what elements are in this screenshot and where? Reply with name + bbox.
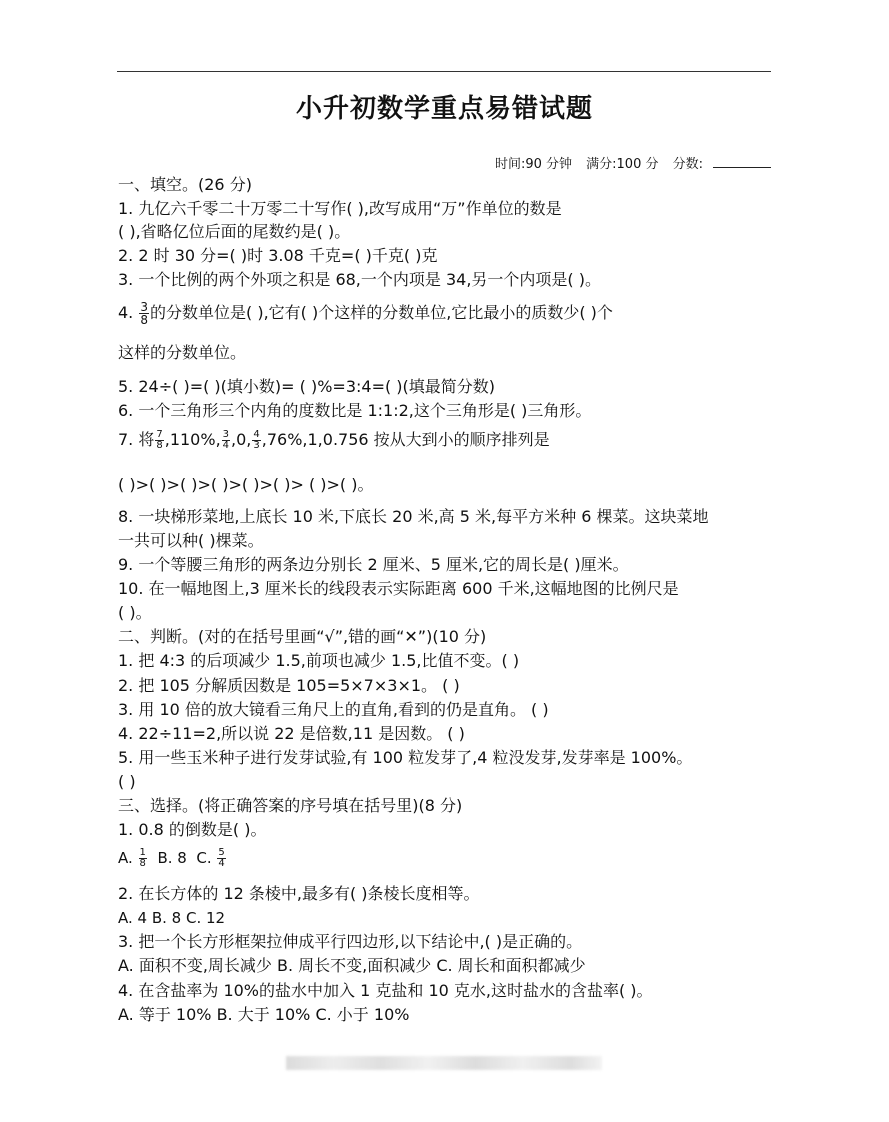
fraction-1-8 (139, 848, 147, 869)
choice-3: 3. 把一个长方形框架拉伸成平行四边形,以下结论中,( )是正确的。 (118, 932, 583, 951)
judge-5b: ( ) (118, 772, 136, 791)
fraction-numerator: 5 (218, 847, 225, 858)
fraction-numerator: 3 (140, 300, 148, 314)
header-rule (117, 71, 771, 72)
fraction-denominator: 8 (156, 440, 163, 451)
choice-3-options: A. 面积不变,周长减少 B. 周长不变,面积减少 C. 周长和面积都减少 (118, 956, 586, 975)
question-7-text: ,76%,1,0.756 按从大到小的顺序排列是 (261, 430, 550, 449)
judge-3: 3. 用 10 倍的放大镜看三角尺上的直角,看到的仍是直角。 ( ) (118, 700, 549, 719)
question-7-text: ,0, (231, 430, 252, 449)
question-7a (118, 430, 550, 451)
page-title: 小升初数学重点易错试题 (295, 94, 593, 124)
question-4a (118, 301, 613, 326)
exam-meta (485, 153, 771, 172)
choice-4-options: A. 等于 10% B. 大于 10% C. 小于 10% (118, 1005, 410, 1024)
judge-1: 1. 把 4:3 的后项减少 1.5,前项也减少 1.5,比值不变。( ) (118, 651, 520, 670)
judge-4: 4. 22÷11=2,所以说 22 是倍数,11 是因数。 ( ) (118, 724, 465, 743)
question-9: 9. 一个等腰三角形的两条边分别长 2 厘米、5 厘米,它的周长是( )厘米。 (118, 555, 629, 574)
fraction-5-4 (217, 848, 225, 869)
section-fill-heading: 一、填空。(26 分) (118, 175, 252, 194)
question-7-text: ,110%, (164, 430, 221, 449)
question-4b: 这样的分数单位。 (118, 343, 247, 362)
full-score: 满分:100 分 (586, 157, 659, 172)
fraction-denominator: 4 (218, 858, 225, 869)
question-5: 5. 24÷( )=( )(填小数)= ( )%=3:4=( )(填最简分数) (118, 377, 496, 396)
judge-5a: 5. 用一些玉米种子进行发芽试验,有 100 粒发芽了,4 粒没发芽,发芽率是 100%。 (118, 748, 693, 767)
question-7-number: 7. 将 (118, 430, 155, 449)
choice-2: 2. 在长方体的 12 条棱中,最多有( )条棱长度相等。 (118, 884, 480, 903)
time-limit: 时间:90 分钟 (494, 157, 572, 172)
fraction-denominator: 3 (253, 440, 260, 451)
fraction-numerator: 7 (156, 429, 163, 440)
score-blank[interactable] (713, 155, 771, 168)
question-4-number: 4. (118, 303, 139, 322)
fraction-numerator: 4 (253, 429, 260, 440)
fraction-7-8 (155, 430, 163, 451)
question-8a: 8. 一块梯形菜地,上底长 10 米,下底长 20 米,高 5 米,每平方米种 6 棵菜。这块菜地 (118, 507, 709, 526)
question-10a: 10. 在一幅地图上,3 厘米长的线段表示实际距离 600 千米,这幅地图的比例尺是 (118, 579, 679, 598)
question-4-text: 的分数单位是( ),它有( )个这样的分数单位,它比最小的质数少( )个 (150, 303, 613, 322)
option-a-label: A. (118, 849, 133, 867)
choice-1-options (118, 848, 227, 869)
question-2: 2. 2 时 30 分=( )时 3.08 千克=( )千克( )克 (118, 246, 438, 265)
choice-4: 4. 在含盐率为 10%的盐水中加入 1 克盐和 10 克水,这时盐水的含盐率( )。 (118, 981, 653, 1000)
question-8b: 一共可以种( )棵菜。 (118, 531, 264, 550)
question-6: 6. 一个三角形三个内角的度数比是 1:1:2,这个三角形是( )三角形。 (118, 401, 592, 420)
question-10b: ( )。 (118, 603, 152, 622)
option-c-label: C. (196, 849, 212, 867)
option-b: B. 8 (157, 849, 187, 867)
fraction-3-4 (222, 430, 230, 451)
fraction-denominator: 4 (222, 440, 230, 451)
question-1a: 1. 九亿六千零二十万零二十写作( ),改写成用“万”作单位的数是 (118, 199, 562, 218)
choice-1: 1. 0.8 的倒数是( )。 (118, 820, 267, 839)
section-choice-heading: 三、选择。(将正确答案的序号填在括号里)(8 分) (118, 796, 463, 815)
blurred-watermark (286, 1056, 602, 1070)
choice-2-options: A. 4 B. 8 C. 12 (118, 909, 226, 927)
fraction-3-8 (139, 301, 149, 326)
section-judge-heading: 二、判断。(对的在括号里画“√”,错的画“✕”)(10 分) (118, 627, 487, 646)
fraction-denominator: 8 (139, 858, 146, 869)
question-3: 3. 一个比例的两个外项之积是 68,一个内项是 34,另一个内项是( )。 (118, 270, 601, 289)
score-label: 分数: (672, 157, 703, 172)
fraction-denominator: 8 (140, 313, 148, 327)
question-7b: ( )>( )>( )>( )>( )>( )> ( )>( )。 (118, 475, 374, 494)
fraction-4-3 (252, 430, 260, 451)
fraction-numerator: 1 (139, 847, 146, 858)
judge-2: 2. 把 105 分解质因数是 105=5×7×3×1。 ( ) (118, 676, 460, 695)
fraction-numerator: 3 (222, 429, 230, 440)
question-1b: ( ),省略亿位后面的尾数约是( )。 (118, 222, 351, 241)
